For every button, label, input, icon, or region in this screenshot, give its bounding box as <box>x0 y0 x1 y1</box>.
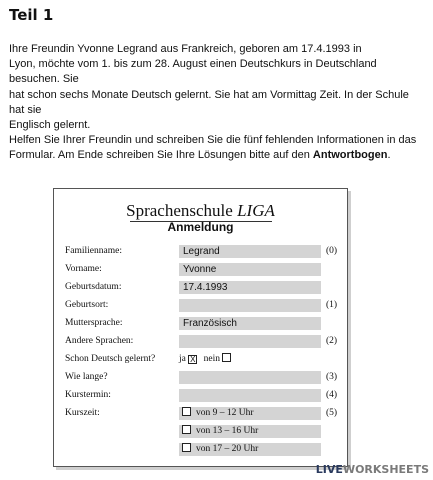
school-name-brand: LIGA <box>237 201 275 220</box>
intro-line-5: Helfen Sie Ihrer Freundin und schreiben Sie die fünf fehlenden Informationen in das <box>9 134 417 147</box>
time-option-morning-checkbox[interactable] <box>182 407 191 416</box>
time-option-evening-label: von 17 – 20 Uhr <box>196 444 259 454</box>
item-number-1: (1) <box>326 300 338 310</box>
label-wie-lange: Wie lange? <box>65 372 108 382</box>
label-geburtsdatum: Geburtsdatum: <box>65 282 122 292</box>
time-option-evening[interactable] <box>179 443 321 456</box>
time-option-afternoon-label: von 13 – 16 Uhr <box>196 426 259 436</box>
label-deutsch-gelernt: Schon Deutsch gelernt? <box>65 354 156 364</box>
yes-no-group <box>179 353 231 364</box>
time-option-afternoon[interactable] <box>179 425 321 438</box>
school-name-prefix: Sprachenschule <box>126 201 238 220</box>
item-number-3: (3) <box>326 372 338 382</box>
intro-line-6-end: . <box>387 149 391 162</box>
item-number-2: (2) <box>326 336 338 346</box>
no-label: nein <box>203 354 220 364</box>
section-title: Teil 1 <box>9 6 54 24</box>
intro-line-6 <box>9 148 425 163</box>
time-option-evening-checkbox[interactable] <box>182 443 191 452</box>
intro-line-4: Englisch gelernt. <box>9 119 91 132</box>
time-option-afternoon-checkbox[interactable] <box>182 425 191 434</box>
time-option-morning-label: von 9 – 12 Uhr <box>196 408 254 418</box>
liveworksheets-logo <box>316 463 429 476</box>
field-vorname[interactable]: Yvonne <box>179 263 321 276</box>
label-familienname: Familienname: <box>65 246 122 256</box>
no-checkbox[interactable] <box>222 353 231 362</box>
answer-sheet-term: Antwortbogen <box>312 149 388 162</box>
instructions <box>9 42 425 164</box>
logo-part-worksheets: WORKSHEETS <box>342 463 429 476</box>
yes-label: ja <box>179 354 186 364</box>
field-familienname[interactable]: Legrand <box>179 245 321 258</box>
school-name <box>54 201 347 221</box>
logo-part-live: LIVE <box>315 463 343 476</box>
label-andere-sprachen: Andere Sprachen: <box>65 336 134 346</box>
label-geburtsort: Geburtsort: <box>65 300 109 310</box>
label-muttersprache: Muttersprache: <box>65 318 123 328</box>
field-andere-sprachen[interactable] <box>179 335 321 348</box>
intro-line-3: hat schon sechs Monate Deutsch gelernt. Sie hat am Vormittag Zeit. In der Schule hat sie <box>9 88 409 116</box>
intro-line-2: Lyon, möchte vom 1. bis zum 28. August einen Deutschkurs in Deutschland besuchen. Sie <box>9 58 377 86</box>
registration-form <box>53 188 348 467</box>
intro-line-1: Ihre Freundin Yvonne Legrand aus Frankreich, geboren am 17.4.1993 in <box>9 43 362 55</box>
field-kurstermin[interactable] <box>179 389 321 402</box>
field-geburtsdatum[interactable]: 17.4.1993 <box>179 281 321 294</box>
intro-line-6-text: Formular. Am Ende schreiben Sie Ihre Lösungen bitte auf den <box>9 149 313 162</box>
field-geburtsort[interactable] <box>179 299 321 312</box>
time-option-morning[interactable] <box>179 407 321 420</box>
yes-checkbox[interactable]: X <box>190 355 196 364</box>
item-number-0: (0) <box>326 246 338 256</box>
item-number-4: (4) <box>326 390 338 400</box>
field-wie-lange[interactable] <box>179 371 321 384</box>
form-title: Anmeldung <box>167 220 234 234</box>
label-vorname: Vorname: <box>65 264 102 274</box>
field-muttersprache[interactable]: Französisch <box>179 317 321 330</box>
label-kurstermin: Kurstermin: <box>65 390 111 400</box>
label-kurszeit: Kurszeit: <box>65 408 100 418</box>
item-number-5: (5) <box>326 408 338 418</box>
